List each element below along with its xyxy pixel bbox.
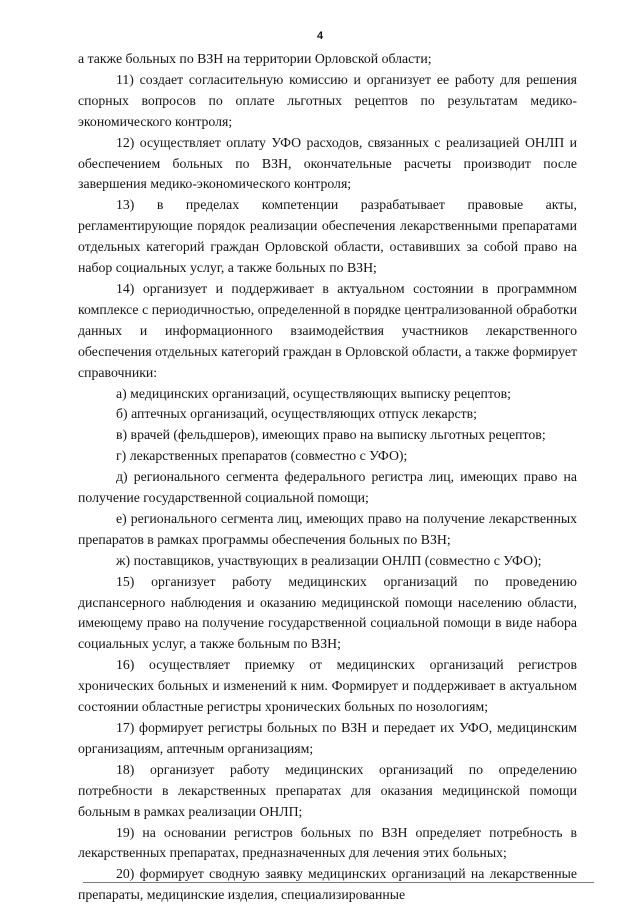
subitem-d: д) регионального сегмента федерального регистра лиц, имеющих право на получение государственной социальной помощи;	[78, 469, 577, 506]
bottom-rule	[83, 882, 594, 883]
paragraph-item-16: 16) осуществляет приемку от медицинских организаций регистров хронических больных и изменений к ним. Формирует и поддерживает в актуальном состоянии областные регистры хронических больных по нозологиям;	[78, 657, 577, 715]
subitem-a: а) медицинских организаций, осуществляющих выписку рецептов;	[116, 385, 512, 401]
subitem-b: б) аптечных организаций, осуществляющих отпуск лекарств;	[116, 406, 477, 422]
subitem-e: е) регионального сегмента лиц, имеющих право на получение лекарственных препаратов в рамках программы обеспечения больных по ВЗН;	[78, 510, 577, 547]
document-body	[78, 49, 577, 906]
paragraph-item-11: 11) создает согласительную комиссию и организует ее работу для решения спорных вопросов по оплате льготных рецептов по результатам медико-экономического контроля;	[78, 71, 577, 129]
subitem-zh: ж) поставщиков, участвующих в реализации ОНЛП (совместно с УФО);	[116, 552, 542, 568]
page-number: 4	[316, 30, 324, 42]
paragraph-item-20: 20) формирует сводную заявку медицинских организаций на лекарственные препараты, медицинские изделия, специализированные	[78, 866, 577, 903]
subitem-v: в) врачей (фельдшеров), имеющих право на выписку льготных рецептов;	[116, 427, 546, 443]
subitem-g: г) лекарственных препаратов (совместно с УФО);	[116, 448, 408, 464]
paragraph-item-18: 18) организует работу медицинских организаций по определению потребности в лекарственных препаратах для оказания медицинской помощи больным в рамках реализации ОНЛП;	[78, 761, 577, 819]
paragraph-item-19: 19) на основании регистров больных по ВЗН определяет потребность в лекарственных препаратах, предназначенных для лечения этих больных;	[78, 824, 577, 861]
paragraph-item-15: 15) организует работу медицинских организаций по проведению диспансерного наблюдения и оказанию медицинской помощи населению области, имеющему право на получение государственной социальной помощи в виде набора социальных услуг, а также больным по ВЗН;	[78, 573, 577, 652]
paragraph-continuation: а также больных по ВЗН на территории Орловской области;	[78, 51, 432, 66]
paragraph-item-17: 17) формирует регистры больных по ВЗН и передает их УФО, медицинским организациям, аптечным организациям;	[78, 720, 577, 756]
paragraph-item-14: 14) организует и поддерживает в актуальном состоянии в программном комплексе с периодичностью, определенной в порядке централизованной обработки данных и информационного взаимодействия участников лекарственного обеспечения отдельных категорий граждан в Орловской области, а также формирует справочники:	[78, 280, 577, 380]
paragraph-item-12: 12) осуществляет оплату УФО расходов, связанных с реализацией ОНЛП и обеспечением больных по ВЗН, окончательные расчеты производит после завершения медико-экономического контроля;	[78, 134, 577, 192]
paragraph-item-13: 13) в пределах компетенции разрабатывает правовые акты, регламентирующие порядок реализации обеспечения лекарственными препаратами отдельных категорий граждан Орловской области, оставивших за собой право на набор социальных услуг, а также больных по ВЗН;	[78, 197, 577, 276]
